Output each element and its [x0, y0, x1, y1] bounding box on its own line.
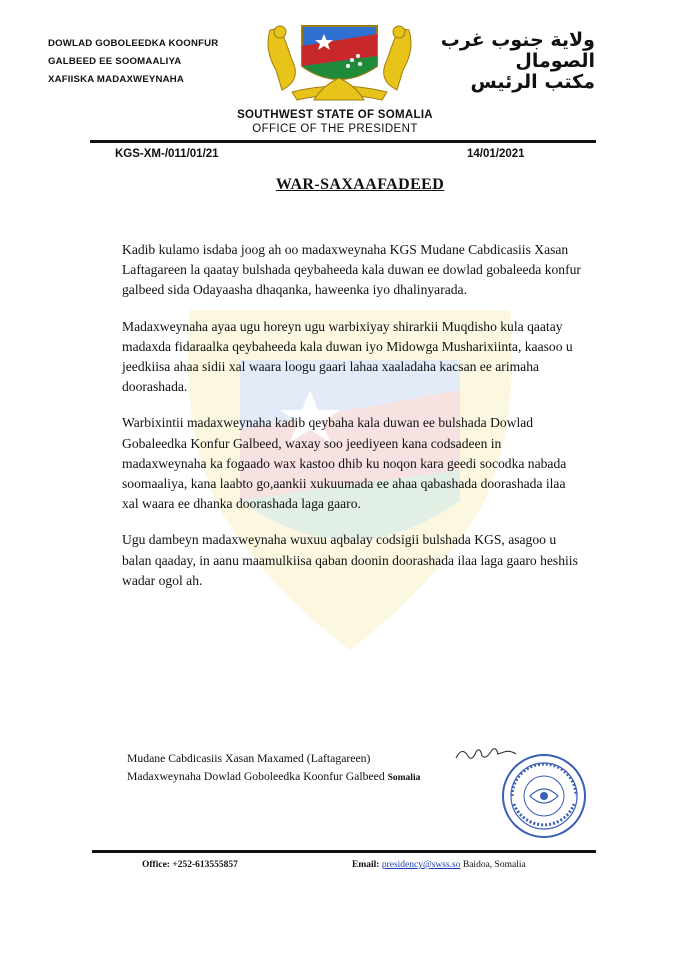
header-right-line-2: الصومال — [515, 50, 595, 72]
footer-contact — [352, 860, 526, 870]
office-name: OFFICE OF THE PRESIDENT — [252, 123, 418, 135]
header-left-line-2: GALBEED EE SOOMAALIYA — [48, 56, 182, 67]
paragraph-4: Ugu dambeyn madaxweynaha wuxuu aqbalay codsigii bulshada KGS, asagoo u balan qaaday, in aanu maamulkiisa qaban doonin doorashada ilaa laga gaaro heshiis wadar ogol ah. — [122, 532, 578, 588]
paragraph-1: Kadib kulamo isdaba joog ah oo madaxweynaha KGS Mudane Cabdicasiis Xasan Laftagareen la qaatay bulshada qeybaheeda kala duwan ee dowlad gobaleeda konfur galbeed sida Odayaasha dhaqanka, haweenka iyo dhalinyarada. — [122, 242, 581, 298]
signatory-country: Somalia — [387, 773, 421, 783]
footer-location: Baidoa, Somalia — [462, 860, 526, 870]
document-body — [122, 240, 582, 607]
footer-office-phone: Office: +252-613555857 — [142, 860, 238, 870]
official-stamp-icon — [500, 752, 588, 840]
header-right-arabic-block — [430, 30, 595, 93]
paragraph-3: Warbixintii madaxweynaha kadib qeybaha kala duwan ee bulshada Dowlad Gobaleedka Konfur Galbeed, waxay soo jeediyeen kana codsadeen in madaxweynaha ka fogaado wax kastoo dhib ku noqon kara geedi socodka nabada soomaaliya, kana laabto go,aankii xukuumada ee ahaa qabashada doorashada ilaa xal waara ee dhanka doorashada laga gaaro. — [122, 415, 567, 512]
signatory-name: Mudane Cabdicasiis Xasan Maxamed (Laftagareen) — [127, 752, 371, 765]
coat-of-arms-icon — [262, 20, 417, 105]
footer-email-link[interactable]: presidency@swss.so — [381, 860, 461, 870]
header-divider — [90, 140, 596, 143]
footer-divider — [92, 850, 596, 853]
header-left-line-1: DOWLAD GOBOLEEDKA KOONFUR — [48, 38, 219, 49]
footer-email-label: Email: — [352, 860, 380, 870]
document-title: WAR-SAXAAFADEED — [275, 176, 445, 193]
signatory-title: Madaxweynaha Dowlad Goboleedka Koonfur Galbeed — [127, 770, 385, 783]
signatory-title-line — [127, 770, 420, 783]
header-right-line-3: مكتب الرئيس — [470, 71, 595, 93]
state-name: SOUTHWEST STATE OF SOMALIA — [237, 109, 433, 121]
header-left-line-3: XAFIISKA MADAXWEYNAHA — [48, 74, 185, 85]
document-date: 14/01/2021 — [467, 148, 525, 160]
paragraph-2: Madaxweynaha ayaa ugu horeyn ugu warbixiyay shirarkii Muqdisho kula qaatay madaxda fidaraalka qeybaheeda kala duwan iyo Midowga Musharixiinta, kaasoo u jeedkiisa ahaa sidii xal waara loogu gaari lahaa xaaladaha kacsan ee arimaha doorashada. — [122, 318, 573, 395]
header-right-line-1: ولاية جنوب غرب — [440, 29, 595, 51]
header-left-block — [48, 35, 258, 89]
reference-number: KGS-XM-/011/01/21 — [115, 148, 219, 160]
